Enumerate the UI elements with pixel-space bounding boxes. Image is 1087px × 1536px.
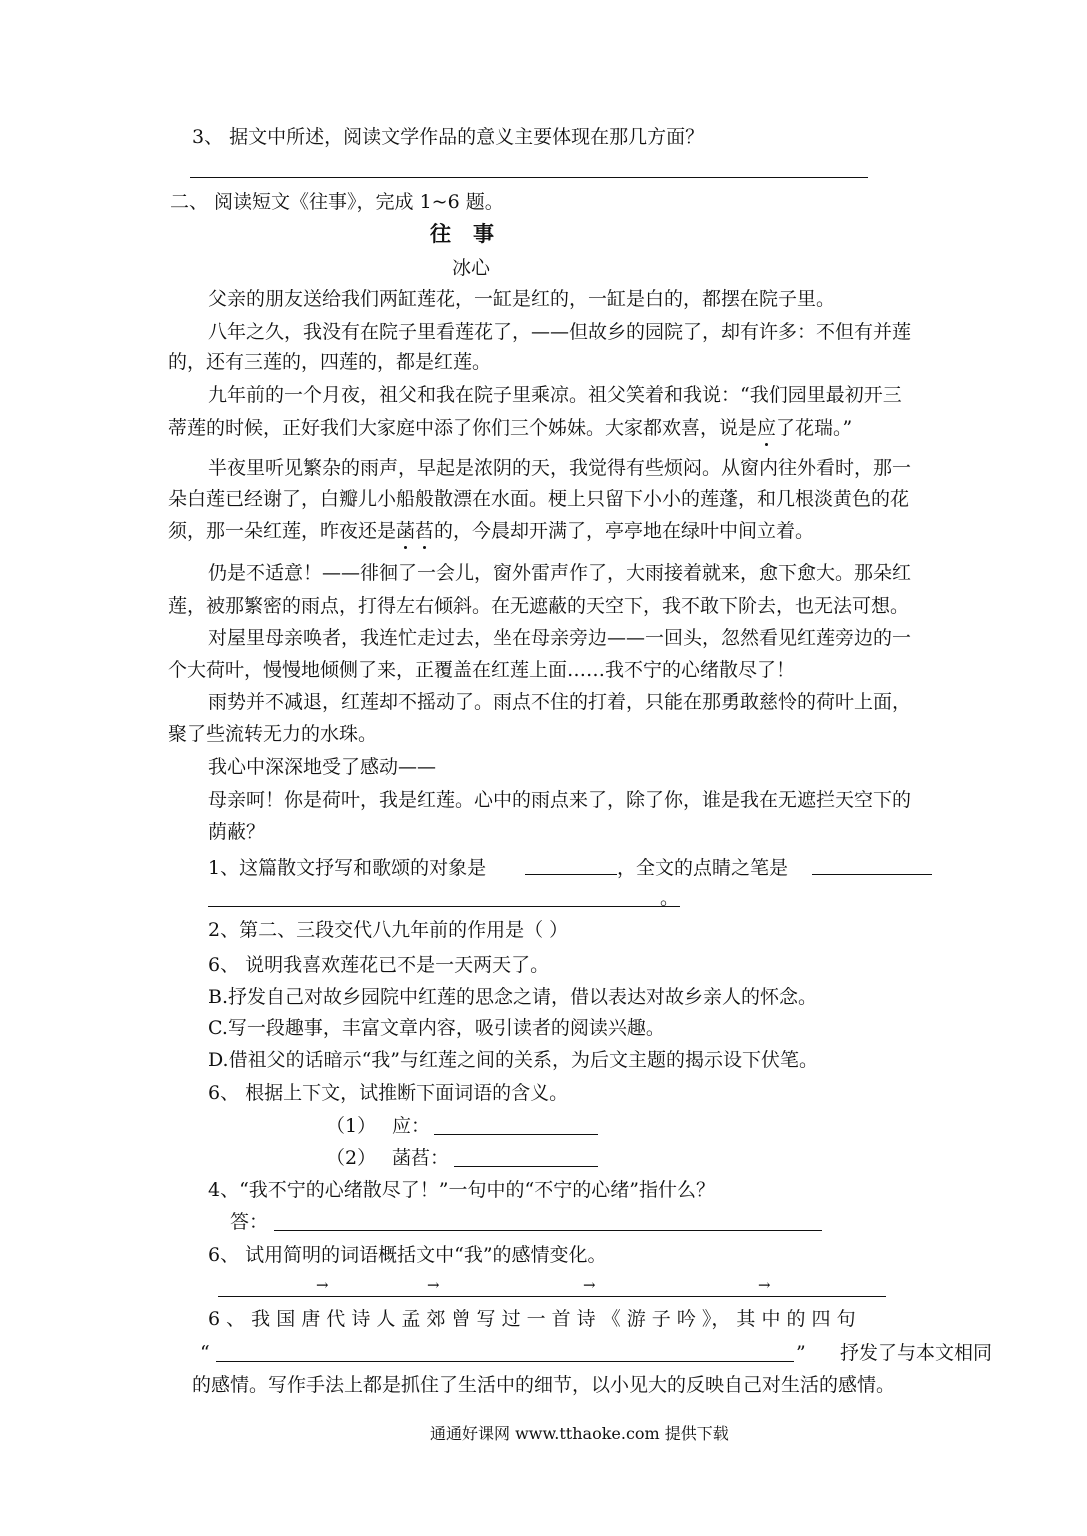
- option-c: C.写一段趣事，丰富文章内容，吸引读者的阅读兴趣。: [208, 1017, 665, 1039]
- paragraph-7-line-1: 雨势并不减退，红莲却不摇动了。雨点不住的打着，只能在那勇敢慈怜的荷叶上面，: [208, 691, 912, 713]
- quote-close: ”: [796, 1342, 806, 1364]
- paragraph-4-line-3: 须，那一朵红莲，昨夜还是菡萏的，今晨却开满了，亭亭地在绿叶中间立着。: [168, 520, 815, 542]
- word-1: 应：: [392, 1115, 431, 1137]
- question-5: 6、 试用简明的词语概括文中“我”的感情变化。: [208, 1244, 607, 1266]
- option-d: D.借祖父的话暗示“我”与红莲之间的关系，为后文主题的揭示设下伏笔。: [208, 1049, 819, 1071]
- paragraph-9-line-2: 荫蔽？: [208, 821, 266, 843]
- blank-line[interactable]: [525, 874, 617, 875]
- word-1-number: （1）: [326, 1115, 377, 1137]
- paragraph-6-line-2: 个大荷叶，慢慢地倾侧了来，正覆盖在红莲上面……我不宁的心绪散尽了！: [168, 659, 796, 681]
- arrow-icon: →: [316, 1276, 329, 1294]
- article-title: 往事: [430, 221, 516, 246]
- blank-line[interactable]: [812, 874, 932, 875]
- paragraph-5-line-1: 仍是不适意！——徘徊了一会儿，窗外雷声作了，大雨接着就来，愈下愈大。那朵红: [208, 562, 912, 584]
- blank-line[interactable]: [208, 906, 680, 907]
- paragraph-6-line-1: 对屋里母亲唤者，我连忙走过去，坐在母亲旁边——一回头，忽然看见红莲旁边的一: [208, 627, 912, 649]
- paragraph-1: 父亲的朋友送给我们两缸莲花，一缸是红的，一缸是白的，都摆在院子里。: [208, 288, 836, 310]
- blank-line[interactable]: [274, 1230, 822, 1231]
- paragraph-2-line-1: 八年之久，我没有在院子里看莲花了，——但故乡的园院了，却有许多：不但有并莲: [208, 321, 912, 343]
- blank-line[interactable]: [454, 1166, 598, 1167]
- question-3-prompt: 3、 据文中所述，阅读文学作品的意义主要体现在那几方面？: [192, 126, 705, 148]
- question-4: 4、“我不宁的心绪散尽了！”一句中的“不宁的心绪”指什么？: [208, 1179, 715, 1201]
- emphasis-char: 应: [757, 417, 777, 439]
- paragraph-5-line-2: 莲，被那繁密的雨点，打得左右倾斜。在无遮蔽的天空下，我不敢下阶去，也无法可想。: [168, 595, 910, 617]
- option-b: B.抒发自己对故乡园院中红莲的思念之请，借以表达对故乡亲人的怀念。: [208, 986, 818, 1008]
- footer-credit: 通通好课网 www.tthaoke.com 提供下载: [430, 1424, 729, 1443]
- paragraph-9-line-1: 母亲呵！你是荷叶，我是红莲。心中的雨点来了，除了你，谁是我在无遮拦天空下的: [208, 789, 912, 811]
- emphasis-char: 萏: [415, 520, 435, 542]
- paragraph-3-line-1: 九年前的一个月夜，祖父和我在院子里乘凉。祖父笑着和我说：“我们园里最初开三: [208, 384, 902, 406]
- paragraph-4-line-2: 朵白莲已经谢了，白瓣儿小船般散漂在水面。梗上只留下小小的莲蓬，和几根淡黄色的花: [168, 488, 910, 510]
- blank-line[interactable]: [216, 1361, 794, 1362]
- question-1-text-a: 1、这篇散文抒写和歌颂的对象是: [208, 857, 487, 879]
- paragraph-4-line-1: 半夜里听见繁杂的雨声，早起是浓阴的天，我觉得有些烦闷。从窗内往外看时，那一: [208, 457, 912, 479]
- question-6-line-1: 6 、 我 国 唐 代 诗 人 孟 郊 曾 写 过 一 首 诗 《 游 子 吟 》， 其 中 的 四 句: [208, 1308, 856, 1330]
- question-6-line-2: 抒发了与本文相同: [840, 1342, 993, 1364]
- paragraph-8: 我心中深深地受了感动——: [208, 756, 437, 778]
- quote-open: “: [200, 1342, 210, 1364]
- question-6-line-3: 的感情。写作手法上都是抓住了生活中的细节，以小见大的反映自己对生活的感情。: [192, 1374, 896, 1396]
- answer-line: [190, 177, 868, 178]
- article-author: 冰心: [452, 257, 491, 279]
- question-2: 2、第二、三段交代八九年前的作用是（ ）: [208, 919, 569, 941]
- section-heading: 二、 阅读短文《往事》，完成 1~6 题。: [170, 191, 504, 213]
- option-a: 6、 说明我喜欢莲花已不是一天两天了。: [208, 954, 550, 976]
- arrow-icon: →: [583, 1276, 596, 1294]
- question-3: 6、 根据上下文，试推断下面词语的含义。: [208, 1082, 569, 1104]
- blank-line[interactable]: [434, 1134, 598, 1135]
- arrow-icon: →: [758, 1276, 771, 1294]
- question-1-text-b: ，全文的点睛之笔是: [617, 857, 789, 879]
- paragraph-3-line-2: 蒂莲的时候，正好我们大家庭中添了你们三个姊妹。大家都欢喜，说是应了花瑞。”: [168, 417, 853, 439]
- emphasis-char: 菡: [396, 520, 416, 542]
- paragraph-7-line-2: 聚了些流转无力的水珠。: [168, 723, 378, 745]
- blank-line[interactable]: [218, 1296, 886, 1297]
- arrow-icon: →: [427, 1276, 440, 1294]
- answer-label: 答：: [230, 1211, 269, 1233]
- word-2-number: （2）: [326, 1147, 377, 1169]
- question-1-end: 。: [660, 887, 680, 909]
- paragraph-2-line-2: 的，还有三莲的，四莲的，都是红莲。: [168, 351, 492, 373]
- word-2: 菡萏：: [392, 1147, 450, 1169]
